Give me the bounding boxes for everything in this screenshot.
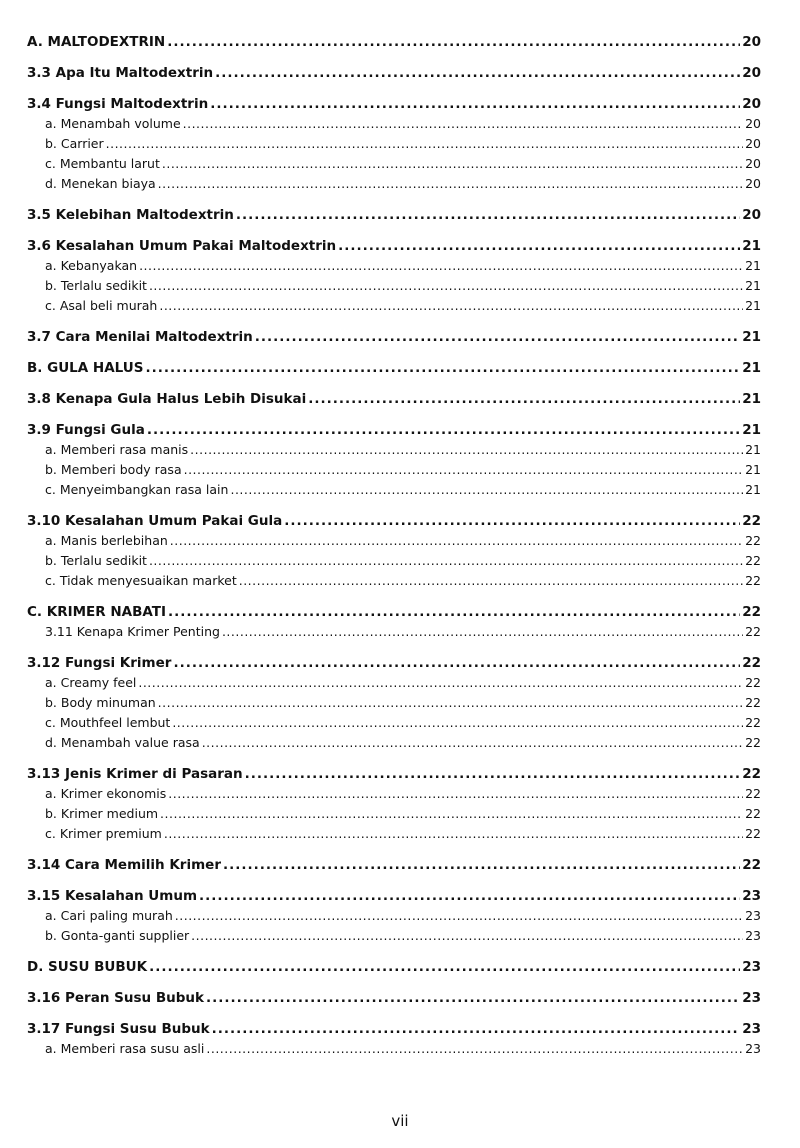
dot-leader — [230, 480, 743, 500]
toc-heading-entry — [27, 653, 761, 673]
toc-entry-label: 3.16 Peran Susu Bubuk — [27, 990, 204, 1006]
toc-entry-page: 20 — [745, 116, 761, 131]
toc-subentry — [27, 733, 761, 753]
toc-entry-page: 22 — [745, 573, 761, 588]
toc-subentry — [27, 1039, 761, 1059]
toc-entry-label: a. Menambah volume — [45, 116, 181, 131]
toc-entry-label: b. Body minuman — [45, 695, 156, 710]
toc-entry-label: d. Menekan biaya — [45, 176, 156, 191]
toc-subentry — [27, 256, 761, 276]
toc-entry-page: 22 — [742, 604, 761, 620]
table-of-contents — [27, 32, 761, 1059]
toc-subentry — [27, 693, 761, 713]
dot-leader — [162, 154, 743, 174]
toc-entry-page: 23 — [745, 928, 761, 943]
toc-entry-page: 21 — [745, 298, 761, 313]
toc-entry-label: 3.14 Cara Memilih Krimer — [27, 857, 221, 873]
toc-entry-label: a. Krimer ekonomis — [45, 786, 167, 801]
toc-subentry — [27, 784, 761, 804]
toc-heading-entry — [27, 1019, 761, 1039]
toc-subentry — [27, 174, 761, 194]
toc-entry-label: c. Menyeimbangkan rasa lain — [45, 482, 229, 497]
toc-heading-entry — [27, 94, 761, 114]
toc-entry-page: 22 — [745, 826, 761, 841]
toc-entry-page: 21 — [745, 258, 761, 273]
toc-entry-label: 3.17 Fungsi Susu Bubuk — [27, 1021, 210, 1037]
toc-entry-page: 23 — [742, 990, 761, 1006]
dot-leader — [223, 855, 740, 875]
toc-entry-page: 22 — [745, 624, 761, 639]
toc-entry-label: 3.8 Kenapa Gula Halus Lebih Disukai — [27, 391, 307, 407]
dot-leader — [145, 358, 740, 378]
toc-entry-label: b. Carrier — [45, 136, 104, 151]
dot-leader — [167, 32, 740, 52]
toc-entry-label: c. Tidak menyesuaikan market — [45, 573, 237, 588]
toc-entry-label: a. Memberi rasa manis — [45, 442, 189, 457]
toc-subentry — [27, 134, 761, 154]
dot-leader — [206, 988, 740, 1008]
toc-entry-label: D. SUSU BUBUK — [27, 959, 148, 975]
toc-entry-label: 3.12 Fungsi Krimer — [27, 655, 172, 671]
toc-entry-label: 3.9 Fungsi Gula — [27, 422, 145, 438]
toc-subentry — [27, 114, 761, 134]
dot-leader — [222, 622, 743, 642]
toc-entry-page: 21 — [745, 482, 761, 497]
dot-leader — [190, 440, 743, 460]
toc-entry-page: 20 — [745, 176, 761, 191]
toc-subentry — [27, 296, 761, 316]
toc-entry-label: A. MALTODEXTRIN — [27, 34, 166, 50]
dot-leader — [212, 1019, 741, 1039]
toc-entry-page: 23 — [742, 959, 761, 975]
dot-leader — [338, 236, 740, 256]
toc-heading-entry — [27, 327, 761, 347]
toc-heading-entry — [27, 420, 761, 440]
toc-entry-label: c. Asal beli murah — [45, 298, 158, 313]
dot-leader — [308, 389, 740, 409]
toc-entry-page: 21 — [745, 462, 761, 477]
toc-entry-page: 20 — [742, 207, 761, 223]
toc-entry-label: 3.15 Kesalahan Umum — [27, 888, 198, 904]
toc-entry-label: c. Mouthfeel lembut — [45, 715, 171, 730]
dot-leader — [183, 114, 743, 134]
toc-entry-page: 20 — [745, 136, 761, 151]
toc-entry-page: 20 — [745, 156, 761, 171]
toc-heading-entry — [27, 389, 761, 409]
toc-entry-page: 20 — [742, 96, 761, 112]
toc-entry-label: c. Membantu larut — [45, 156, 160, 171]
toc-entry-page: 22 — [745, 806, 761, 821]
dot-leader — [160, 804, 743, 824]
toc-entry-label: B. GULA HALUS — [27, 360, 144, 376]
dot-leader — [210, 94, 740, 114]
toc-subentry — [27, 460, 761, 480]
toc-subentry — [27, 824, 761, 844]
dot-leader — [184, 460, 743, 480]
dot-leader — [147, 420, 740, 440]
toc-entry-page: 20 — [742, 65, 761, 81]
toc-entry-page: 22 — [745, 735, 761, 750]
toc-subentry — [27, 713, 761, 733]
toc-subentry — [27, 622, 761, 642]
toc-entry-page: 22 — [742, 513, 761, 529]
toc-heading-entry — [27, 886, 761, 906]
toc-entry-page: 22 — [745, 533, 761, 548]
dot-leader — [164, 824, 743, 844]
toc-heading-entry — [27, 63, 761, 83]
toc-subentry — [27, 440, 761, 460]
toc-entry-label: b. Terlalu sedikit — [45, 278, 147, 293]
toc-entry-page: 23 — [742, 1021, 761, 1037]
toc-entry-label: b. Memberi body rasa — [45, 462, 182, 477]
dot-leader — [149, 276, 743, 296]
dot-leader — [199, 886, 740, 906]
toc-entry-page: 22 — [742, 766, 761, 782]
toc-subentry — [27, 480, 761, 500]
dot-leader — [170, 531, 743, 551]
toc-entry-label: C. KRIMER NABATI — [27, 604, 167, 620]
toc-heading-entry — [27, 855, 761, 875]
toc-entry-page: 22 — [742, 857, 761, 873]
toc-heading-entry — [27, 602, 761, 622]
toc-entry-page: 22 — [745, 695, 761, 710]
toc-subentry — [27, 276, 761, 296]
toc-entry-label: 3.7 Cara Menilai Maltodextrin — [27, 329, 253, 345]
toc-entry-label: d. Menambah value rasa — [45, 735, 200, 750]
toc-entry-page: 23 — [745, 1041, 761, 1056]
dot-leader — [172, 713, 743, 733]
toc-entry-page: 23 — [745, 908, 761, 923]
dot-leader — [191, 926, 743, 946]
dot-leader — [149, 551, 743, 571]
toc-subentry — [27, 906, 761, 926]
toc-entry-label: c. Krimer premium — [45, 826, 162, 841]
toc-entry-page: 22 — [745, 715, 761, 730]
toc-entry-page: 22 — [745, 786, 761, 801]
dot-leader — [236, 205, 740, 225]
dot-leader — [239, 571, 743, 591]
toc-subentry — [27, 926, 761, 946]
toc-entry-label: b. Gonta-ganti supplier — [45, 928, 190, 943]
toc-entry-label: 3.11 Kenapa Krimer Penting — [45, 624, 220, 639]
dot-leader — [173, 653, 740, 673]
toc-entry-page: 20 — [742, 34, 761, 50]
toc-entry-label: 3.4 Fungsi Maltodextrin — [27, 96, 209, 112]
toc-entry-label: b. Krimer medium — [45, 806, 159, 821]
toc-heading-entry — [27, 511, 761, 531]
toc-heading-entry — [27, 764, 761, 784]
page-number: vii — [391, 1112, 409, 1130]
toc-heading-entry — [27, 358, 761, 378]
dot-leader — [158, 693, 743, 713]
dot-leader — [175, 906, 743, 926]
toc-entry-page: 21 — [742, 360, 761, 376]
toc-entry-label: a. Creamy feel — [45, 675, 137, 690]
toc-entry-page: 23 — [742, 888, 761, 904]
toc-entry-label: 3.13 Jenis Krimer di Pasaran — [27, 766, 243, 782]
toc-subentry — [27, 571, 761, 591]
toc-entry-label: 3.5 Kelebihan Maltodextrin — [27, 207, 234, 223]
dot-leader — [138, 673, 743, 693]
toc-subentry — [27, 804, 761, 824]
toc-heading-entry — [27, 32, 761, 52]
toc-entry-page: 21 — [742, 238, 761, 254]
toc-heading-entry — [27, 988, 761, 1008]
dot-leader — [168, 602, 740, 622]
dot-leader — [284, 511, 740, 531]
toc-heading-entry — [27, 957, 761, 977]
toc-entry-page: 21 — [745, 442, 761, 457]
toc-subentry — [27, 531, 761, 551]
toc-entry-label: 3.10 Kesalahan Umum Pakai Gula — [27, 513, 283, 529]
dot-leader — [168, 784, 743, 804]
dot-leader — [149, 957, 740, 977]
dot-leader — [206, 1039, 743, 1059]
toc-entry-label: a. Cari paling murah — [45, 908, 173, 923]
toc-entry-page: 21 — [745, 278, 761, 293]
dot-leader — [245, 764, 741, 784]
dot-leader — [158, 174, 743, 194]
toc-heading-entry — [27, 236, 761, 256]
toc-entry-label: a. Kebanyakan — [45, 258, 138, 273]
toc-entry-page: 21 — [742, 329, 761, 345]
toc-entry-label: 3.6 Kesalahan Umum Pakai Maltodextrin — [27, 238, 337, 254]
dot-leader — [202, 733, 743, 753]
toc-entry-label: a. Manis berlebihan — [45, 533, 168, 548]
toc-entry-page: 21 — [742, 391, 761, 407]
dot-leader — [139, 256, 743, 276]
toc-entry-label: b. Terlalu sedikit — [45, 553, 147, 568]
toc-entry-label: a. Memberi rasa susu asli — [45, 1041, 205, 1056]
toc-entry-page: 22 — [745, 553, 761, 568]
toc-entry-label: 3.3 Apa Itu Maltodextrin — [27, 65, 214, 81]
dot-leader — [255, 327, 740, 347]
dot-leader — [159, 296, 743, 316]
toc-subentry — [27, 154, 761, 174]
toc-entry-page: 22 — [742, 655, 761, 671]
toc-subentry — [27, 673, 761, 693]
toc-entry-page: 22 — [745, 675, 761, 690]
dot-leader — [215, 63, 740, 83]
toc-entry-page: 21 — [742, 422, 761, 438]
toc-heading-entry — [27, 205, 761, 225]
dot-leader — [106, 134, 743, 154]
toc-subentry — [27, 551, 761, 571]
